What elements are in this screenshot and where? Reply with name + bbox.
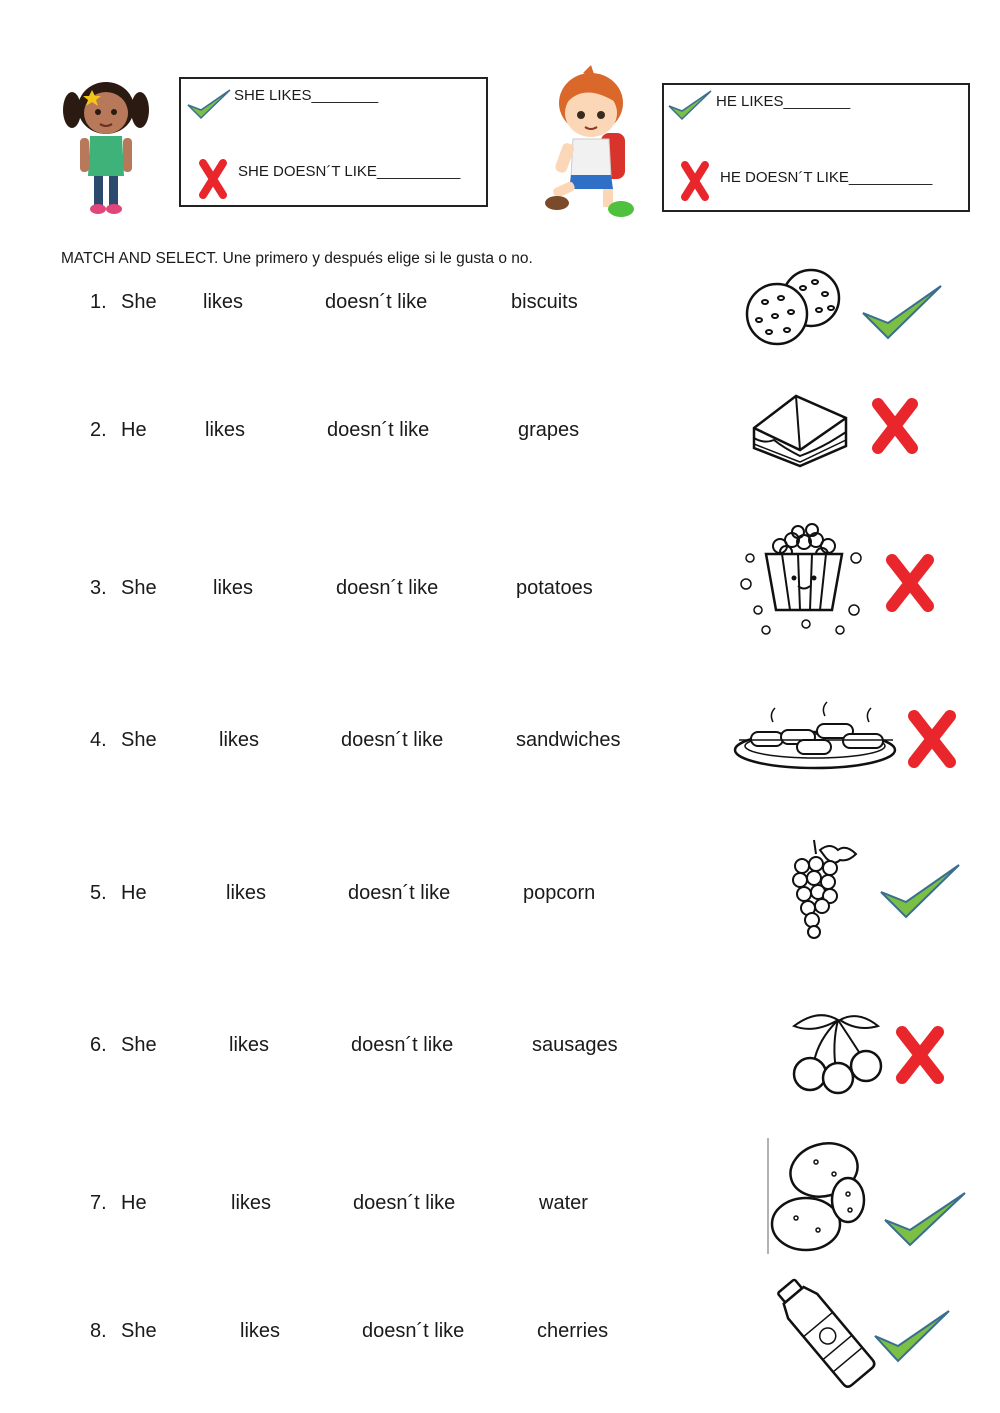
option-likes[interactable]: likes bbox=[203, 291, 244, 313]
option-doesnt-like[interactable]: doesn´t like bbox=[325, 291, 428, 313]
row-subject: She bbox=[121, 1034, 157, 1056]
food-word[interactable]: biscuits bbox=[511, 291, 578, 313]
sandwich-icon bbox=[750, 392, 850, 470]
instructions: MATCH AND SELECT. Une primero y después elige si le gusta o no. bbox=[61, 250, 533, 267]
option-likes[interactable]: likes bbox=[240, 1320, 281, 1342]
row-subject: She bbox=[121, 729, 157, 751]
option-likes[interactable]: likes bbox=[205, 419, 246, 441]
row-number: 5. bbox=[90, 882, 107, 904]
food-word[interactable]: potatoes bbox=[516, 577, 593, 599]
check-icon bbox=[186, 87, 232, 121]
cross-icon bbox=[872, 398, 918, 454]
popcorn-icon bbox=[736, 518, 872, 640]
row-number: 2. bbox=[90, 419, 107, 441]
row-subject: He bbox=[121, 419, 147, 441]
cross-icon bbox=[682, 162, 708, 200]
row-number: 1. bbox=[90, 291, 107, 313]
girl-illustration bbox=[62, 80, 150, 215]
sausages-icon bbox=[733, 702, 901, 774]
option-doesnt-like[interactable]: doesn´t like bbox=[327, 419, 430, 441]
check-icon bbox=[667, 88, 713, 122]
row-subject: He bbox=[121, 1192, 147, 1214]
row-number: 7. bbox=[90, 1192, 107, 1214]
biscuits-icon bbox=[745, 268, 845, 346]
she-likes-label: SHE LIKES________ bbox=[234, 87, 379, 104]
check-icon bbox=[872, 1308, 952, 1364]
row-number: 4. bbox=[90, 729, 107, 751]
cross-icon bbox=[908, 710, 956, 768]
he-likes-label: HE LIKES________ bbox=[716, 93, 851, 110]
option-likes[interactable]: likes bbox=[226, 882, 267, 904]
he-doesnt-like-label: HE DOESN´T LIKE__________ bbox=[720, 169, 933, 186]
check-icon bbox=[882, 1190, 968, 1248]
check-icon bbox=[860, 283, 944, 341]
water-bottle-icon bbox=[770, 1278, 878, 1382]
option-doesnt-like[interactable]: doesn´t like bbox=[341, 729, 444, 751]
row-subject: He bbox=[121, 882, 147, 904]
food-word[interactable]: grapes bbox=[518, 419, 580, 441]
row-subject: She bbox=[121, 1320, 157, 1342]
option-likes[interactable]: likes bbox=[219, 729, 260, 751]
option-likes[interactable]: likes bbox=[229, 1034, 270, 1056]
option-likes[interactable]: likes bbox=[213, 577, 254, 599]
row-number: 8. bbox=[90, 1320, 107, 1342]
option-doesnt-like[interactable]: doesn´t like bbox=[348, 882, 451, 904]
grapes-icon bbox=[790, 836, 860, 940]
cherries-icon bbox=[788, 1010, 886, 1094]
food-word[interactable]: cherries bbox=[537, 1320, 609, 1342]
cross-icon bbox=[200, 160, 226, 198]
food-word[interactable]: water bbox=[539, 1192, 588, 1214]
cross-icon bbox=[896, 1026, 944, 1084]
potatoes-icon bbox=[766, 1138, 866, 1256]
option-likes[interactable]: likes bbox=[231, 1192, 272, 1214]
option-doesnt-like[interactable]: doesn´t like bbox=[351, 1034, 454, 1056]
row-number: 3. bbox=[90, 577, 107, 599]
check-icon bbox=[878, 862, 962, 920]
row-subject: She bbox=[121, 577, 157, 599]
cross-icon bbox=[886, 554, 934, 612]
row-subject: She bbox=[121, 291, 157, 313]
food-word[interactable]: sausages bbox=[532, 1034, 618, 1056]
she-doesnt-like-label: SHE DOESN´T LIKE__________ bbox=[238, 163, 461, 180]
boy-illustration bbox=[543, 65, 638, 220]
option-doesnt-like[interactable]: doesn´t like bbox=[362, 1320, 465, 1342]
row-number: 6. bbox=[90, 1034, 107, 1056]
option-doesnt-like[interactable]: doesn´t like bbox=[353, 1192, 456, 1214]
option-doesnt-like[interactable]: doesn´t like bbox=[336, 577, 439, 599]
food-word[interactable]: sandwiches bbox=[516, 729, 621, 751]
food-word[interactable]: popcorn bbox=[523, 882, 596, 904]
